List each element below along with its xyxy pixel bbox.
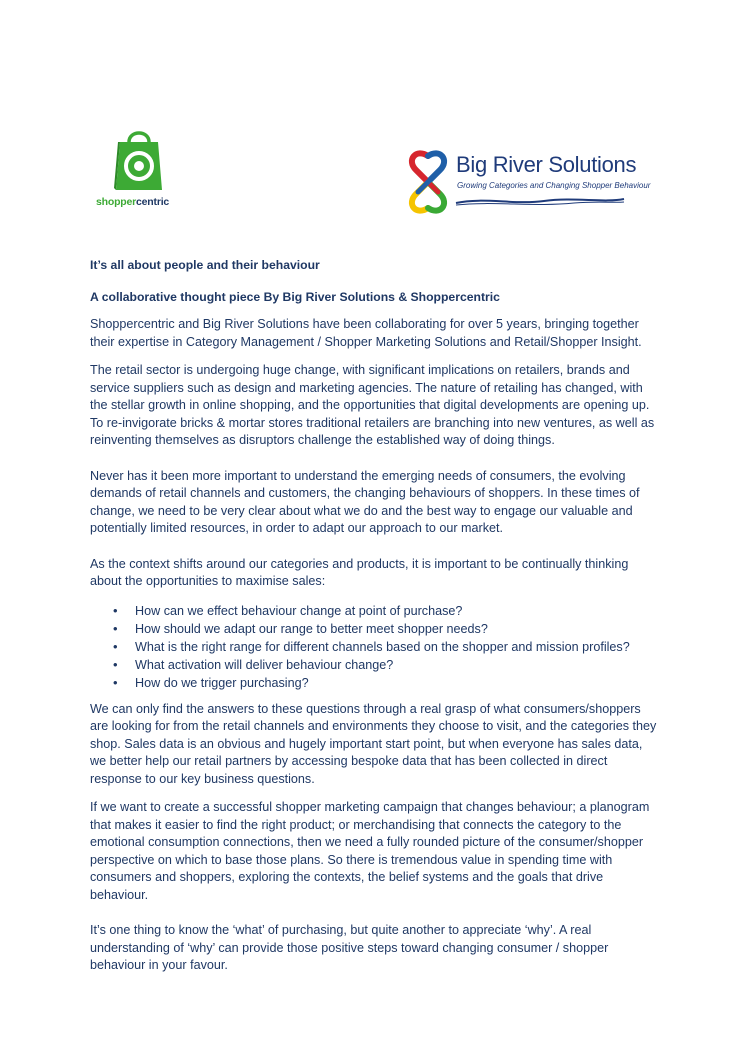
shopping-bag-icon <box>110 126 168 194</box>
company-tagline: Growing Categories and Changing Shopper Behaviour <box>457 181 651 190</box>
bullet-item: • How can we effect behaviour change at point of purchase? <box>90 602 660 620</box>
document-subheading: A collaborative thought piece By Big River Solutions & Shoppercentric <box>90 289 500 304</box>
paragraph: As the context shifts around our categories and products, it is important to be continually thinking about the opportunities to maximise sales: <box>90 556 629 588</box>
celtic-knot-icon <box>404 150 454 214</box>
shoppercentric-wordmark: shoppercentric <box>96 196 170 208</box>
bullet-item: • How should we adapt our range to better meet shopper needs? <box>90 620 660 638</box>
shoppercentric-logo <box>96 126 186 210</box>
bullet-item: • What is the right range for different channels based on the shopper and mission profiles? <box>90 638 660 656</box>
document-heading: It’s all about people and their behaviour <box>90 258 320 272</box>
paragraph: Never has it been more important to understand the emerging needs of consumers, the evolving demands of retail channels and customers, the changing behaviours of shoppers. In these times of change, we need to be very clear about what we do and the best way to engage our valuable and potentially limited resources, in order to adapt our approach to our market. <box>90 468 640 535</box>
bullet-list <box>90 602 660 692</box>
bullet-item: • What activation will deliver behaviour change? <box>90 656 660 674</box>
paragraph: If we want to create a successful shopper marketing campaign that changes behaviour; a planogram that makes it easier to find the right product; or merchandising that connects the category to the emotional consumption connections, then we need a fully rounded picture of the consumer/shopper perspective on which to base those plans. So there is tremendous value in spending time with consumers and shoppers, exploring the contexts, the belief systems and the goals that drive behaviour. <box>90 800 650 902</box>
river-wave-icon <box>454 193 626 207</box>
paragraph: Shoppercentric and Big River Solutions have been collaborating for over 5 years, bringing together their expertise in Category Management / Shopper Marketing Solutions and Retail/Shopper Insight. <box>90 317 642 349</box>
big-river-solutions-logo <box>404 150 651 218</box>
company-name: Big River Solutions <box>456 152 637 177</box>
paragraph: It’s one thing to know the ‘what’ of purchasing, but quite another to appreciate ‘why’. A real understanding of ‘why’ can provide those positive steps toward changing consumer / shopper behaviour in your favour. <box>90 923 609 972</box>
paragraph: We can only find the answers to these questions through a real grasp of what consumers/shoppers are looking for from the retail channels and environments they choose to visit, and the categories they shop. Sales data is an obvious and hugely important start point, but when everyone has sales data, we better help our retail partners by accessing bespoke data that has been collected in direct response to our key business questions. <box>90 701 657 786</box>
document-body <box>90 257 660 986</box>
paragraph: The retail sector is undergoing huge change, with significant implications on retailers, brands and service suppliers such as design and marketing agencies. The nature of retailing has changed, with the stellar growth in online shopping, and the opportunities that digital developments are opening up. To re-invigorate bricks & mortar stores traditional retailers are branching into new ventures, as well as reinventing themselves as disruptors challenge the established way of doing things. <box>90 363 655 447</box>
bullet-item: • How do we trigger purchasing? <box>90 674 660 692</box>
